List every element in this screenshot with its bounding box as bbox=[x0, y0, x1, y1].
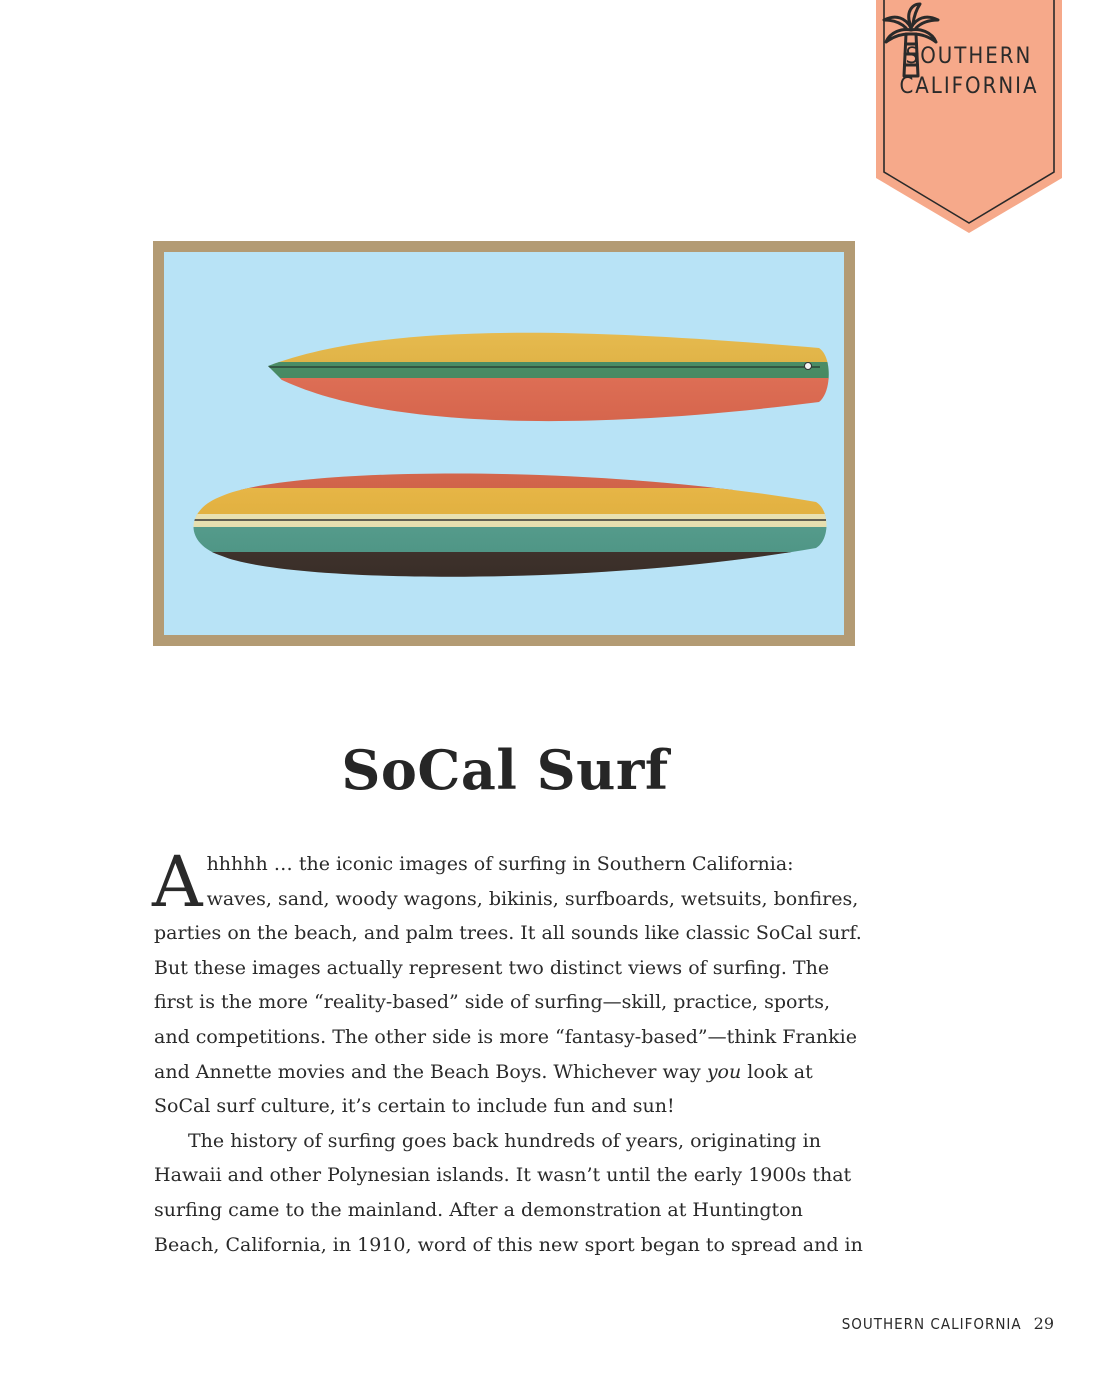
paragraph-1-text-b: look at SoCal surf culture, it’s certain to include fun and sun! bbox=[154, 1060, 813, 1118]
page-footer bbox=[842, 1314, 1054, 1333]
paragraph-2: The history of surfing goes back hundreds of years, originating in Hawaii and other Polynesian islands. It wasn’t until the early 1900s that surfing came to the mainland. After a demonstration at Huntington Beach, California, in 1910, word of this new sport began to spread and in bbox=[154, 1129, 863, 1256]
bottom-surfboard bbox=[184, 452, 844, 602]
paragraph-1 bbox=[152, 841, 864, 1124]
section-tab bbox=[876, 0, 1062, 233]
surfboard-illustration-frame bbox=[153, 241, 855, 646]
footer-section-name: SOUTHERN CALIFORNIA bbox=[841, 1315, 1022, 1333]
surfboards-image bbox=[164, 252, 844, 635]
page-number: 29 bbox=[1033, 1314, 1054, 1333]
paragraph-1-text-a: hhhhh … the iconic images of surfing in Southern California: waves, sand, woody wagons, bikinis, surfboards, wetsuits, bonfires, parties on the beach, and palm trees. It all sounds like classic SoCal surf. But these images actually represent two distinct views of surfing. The first is the more “reality-based” side of surfing—skill, practice, sports, and competitions. The other side is more “fantasy-based”—think Frankie and Annette movies and the Beach Boys. Whichever way bbox=[154, 853, 862, 1083]
article-title: SoCal Surf bbox=[341, 738, 669, 802]
surfboard-illustration bbox=[164, 252, 844, 635]
article-body bbox=[152, 841, 864, 1262]
section-tab-label-line2: CALIFORNIA bbox=[899, 74, 1039, 99]
palm-tree-icon bbox=[876, 0, 946, 80]
section-tab-label-line1: SOUTHERN bbox=[905, 44, 1033, 69]
top-surfboard bbox=[254, 312, 844, 452]
drop-cap: A bbox=[152, 841, 203, 923]
paragraph-1-emphasis: you bbox=[706, 1060, 742, 1083]
